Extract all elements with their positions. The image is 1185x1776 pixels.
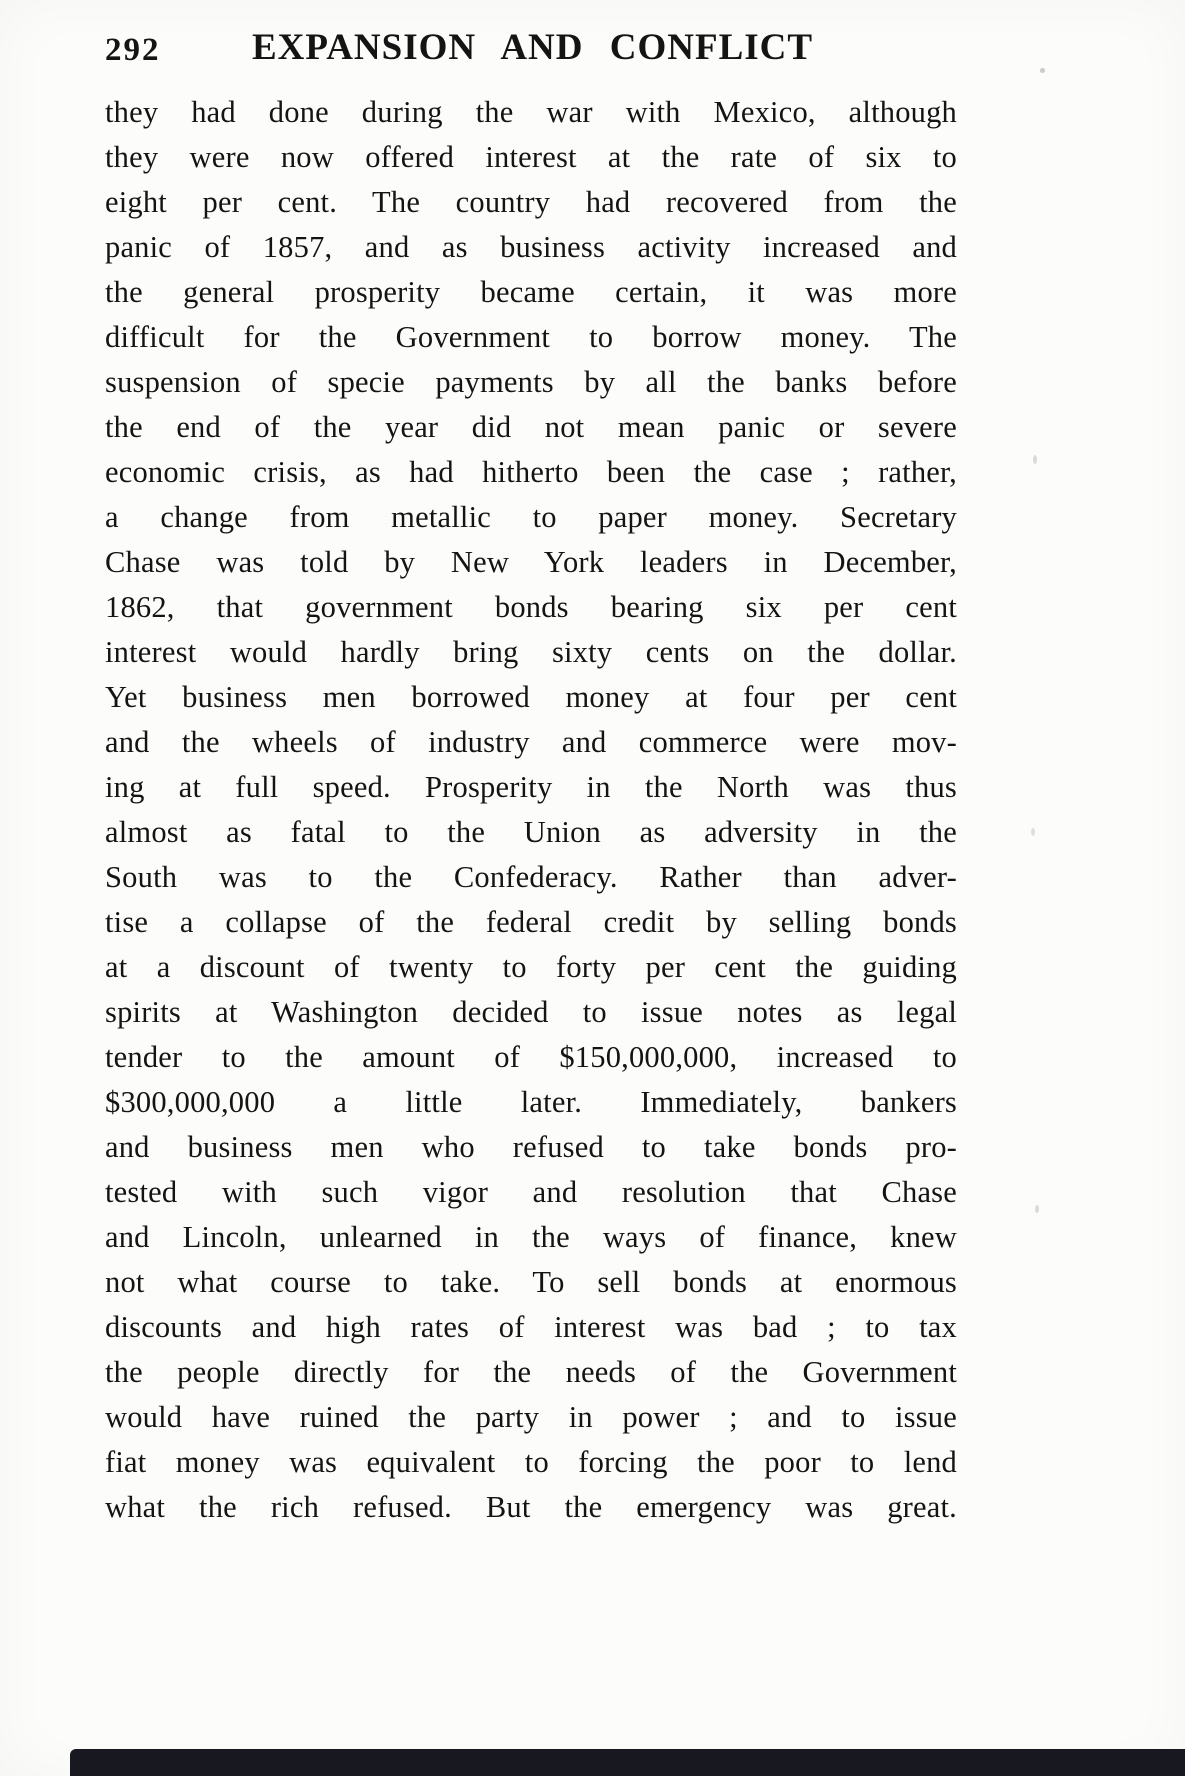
scan-edge-bar bbox=[70, 1749, 1185, 1776]
text-line: the general prosperity became certain, it was more bbox=[105, 275, 957, 309]
text-line: the people directly for the needs of the Government bbox=[105, 1355, 957, 1389]
text-line: 1862, that government bonds bearing six per cent bbox=[105, 590, 957, 624]
text-line: difficult for the Government to borrow money. The bbox=[105, 320, 957, 354]
text-line: they had done during the war with Mexico, although bbox=[105, 95, 957, 129]
text-line: they were now offered interest at the rate of six to bbox=[105, 140, 957, 174]
text-line: almost as fatal to the Union as adversity in the bbox=[105, 815, 957, 849]
text-line: and the wheels of industry and commerce were mov- bbox=[105, 725, 957, 759]
text-line: spirits at Washington decided to issue notes as legal bbox=[105, 995, 957, 1029]
text-line: not what course to take. To sell bonds at enormous bbox=[105, 1265, 957, 1299]
text-line: panic of 1857, and as business activity increased and bbox=[105, 230, 957, 264]
text-line: ing at full speed. Prosperity in the North was thus bbox=[105, 770, 957, 804]
text-line: South was to the Confederacy. Rather than adver- bbox=[105, 860, 957, 894]
text-line: at a discount of twenty to forty per cent the guiding bbox=[105, 950, 957, 984]
page-number: 292 bbox=[105, 32, 161, 68]
text-line: the end of the year did not mean panic or severe bbox=[105, 410, 957, 444]
text-line: Yet business men borrowed money at four per cent bbox=[105, 680, 957, 714]
page-header bbox=[105, 24, 960, 80]
text-line: tested with such vigor and resolution that Chase bbox=[105, 1175, 957, 1209]
text-line: and business men who refused to take bonds pro- bbox=[105, 1130, 957, 1164]
text-line: fiat money was equivalent to forcing the poor to lend bbox=[105, 1445, 957, 1479]
text-line: would have ruined the party in power ; and to issue bbox=[105, 1400, 957, 1434]
chapter-running-title: EXPANSION AND CONFLICT bbox=[251, 27, 814, 68]
text-line: tise a collapse of the federal credit by selling bonds bbox=[105, 905, 957, 939]
scan-artifact bbox=[1031, 828, 1035, 836]
text-line: tender to the amount of $150,000,000, increased to bbox=[105, 1040, 957, 1074]
text-line: economic crisis, as had hitherto been the case ; rather, bbox=[105, 455, 957, 489]
text-line: a change from metallic to paper money. Secretary bbox=[105, 500, 957, 534]
text-line: $300,000,000 a little later. Immediately, bankers bbox=[105, 1085, 957, 1119]
body-text-block bbox=[105, 90, 957, 1530]
text-line: interest would hardly bring sixty cents on the dollar. bbox=[105, 635, 957, 669]
scan-artifact bbox=[1033, 455, 1037, 464]
text-line: Chase was told by New York leaders in December, bbox=[105, 545, 957, 579]
text-line: discounts and high rates of interest was bad ; to tax bbox=[105, 1310, 957, 1344]
text-line: eight per cent. The country had recovered from the bbox=[105, 185, 957, 219]
scan-artifact bbox=[1035, 1205, 1039, 1213]
scan-artifact bbox=[1040, 68, 1045, 73]
text-line: suspension of specie payments by all the banks before bbox=[105, 365, 957, 399]
text-line: what the rich refused. But the emergency was great. bbox=[105, 1490, 957, 1524]
text-line: and Lincoln, unlearned in the ways of finance, knew bbox=[105, 1220, 957, 1254]
